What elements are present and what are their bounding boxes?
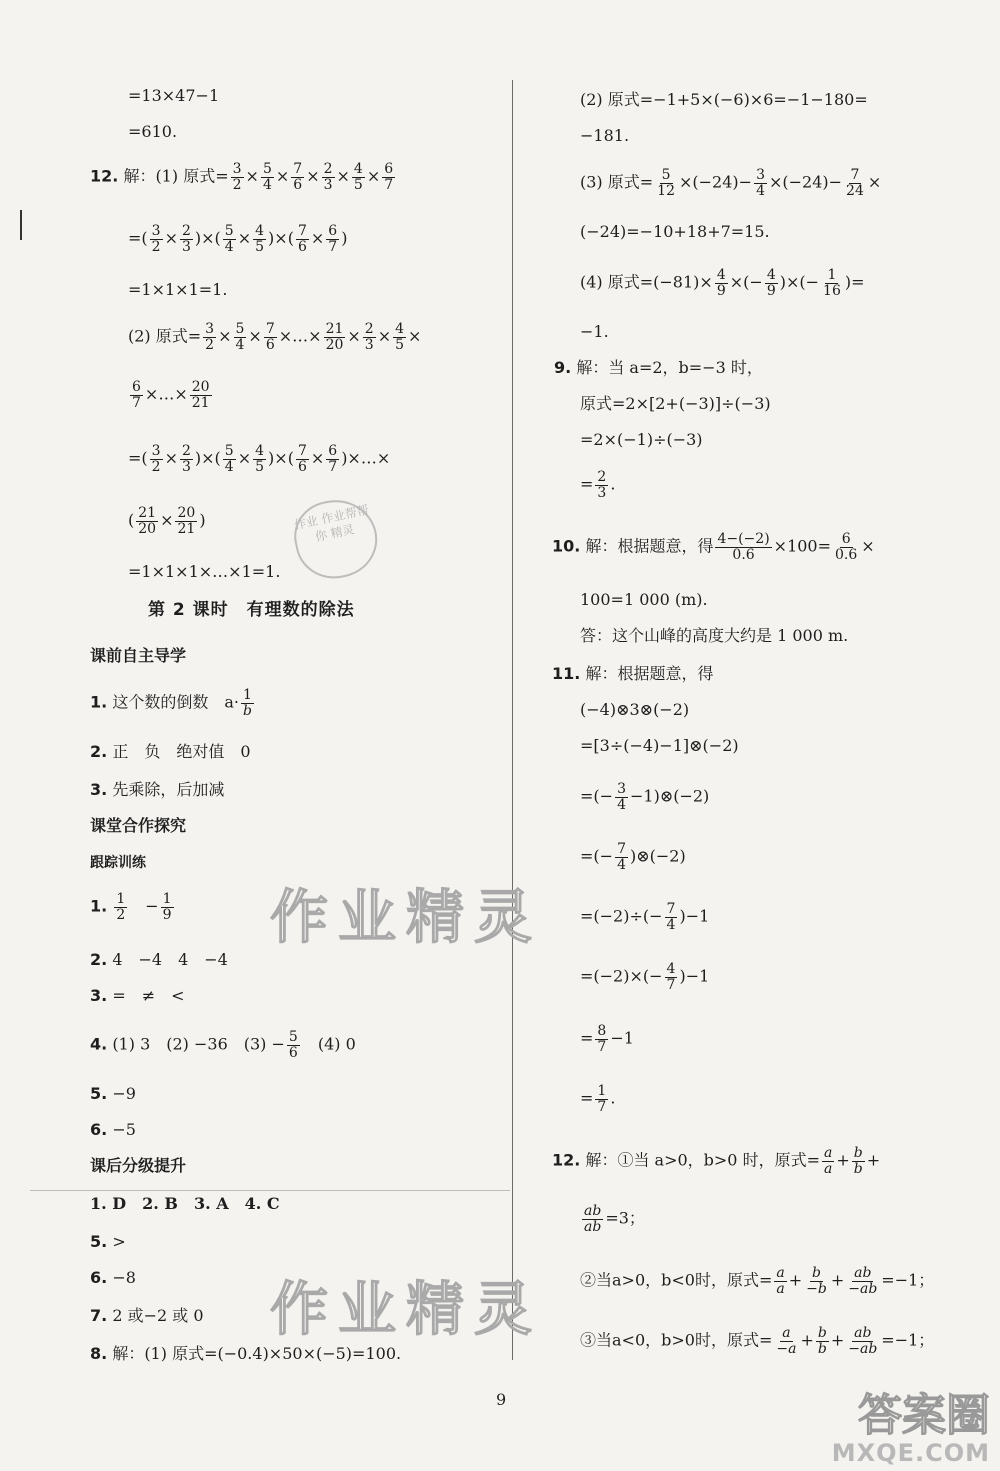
answer-text: > [112, 1232, 126, 1251]
fraction: $\frac{7}{6}$ [297, 223, 307, 255]
fraction: $\frac{2}{3}$ [364, 321, 374, 353]
expr-text: =−1； [881, 1270, 935, 1290]
expr-text: =(−2)÷(− [580, 906, 663, 926]
problem-number: 10. [552, 536, 581, 556]
fraction: $\frac{ab}{-ab}$ [848, 1325, 878, 1357]
problem-number: 11. [552, 664, 581, 683]
fraction: $\frac{2}{3}$ [323, 161, 333, 193]
answer-text: 先乘除，后加减 [112, 780, 225, 799]
calc-line [580, 962, 709, 992]
fraction: $\frac{4}{9}$ [716, 267, 726, 299]
answer-2 [90, 744, 251, 760]
problem-10 [552, 532, 875, 562]
watermark-site-logo [780, 1392, 990, 1467]
fraction: $\frac{7}{6}$ [265, 321, 275, 353]
column-divider [512, 80, 513, 1360]
answer-choices: 1. D 2. B 3. A 4. C [90, 1194, 280, 1213]
expr-text: ②当a>0，b<0时，原式= [580, 1270, 773, 1290]
answer-text: −8 [112, 1268, 136, 1287]
watermark-stamp: 作业 作业帮帮你 精灵 [288, 492, 384, 585]
calc-line: ③当a<0，b>0时，原式= $\frac{a}{-a}$ + $\frac{b}{b}$ + $\frac{ab}{-ab}$ =−1； [580, 1325, 935, 1357]
expr-text: )×(− [779, 272, 820, 292]
fraction: $\frac{b}{b}$ [817, 1325, 827, 1357]
fraction: $\frac{3}{2}$ [151, 443, 161, 475]
expr-text: )−1 [679, 966, 710, 986]
fraction: $\frac{1}{16}$ [823, 267, 841, 299]
problem-number: 12. [90, 166, 119, 186]
answer-5 [90, 1086, 136, 1102]
fraction: $\frac{6}{7}$ [328, 223, 338, 255]
section-heading: 课后分级提升 [90, 1156, 187, 1175]
calc-line: ②当a>0，b<0时，原式= $\frac{a}{a}$ + $\frac{b}{-b}$ + $\frac{ab}{-ab}$ =−1； [580, 1265, 935, 1297]
fraction: $\frac{a}{a}$ [776, 1265, 785, 1297]
answer-statement: 答：这个山峰的高度大约是 1 000 m. [580, 626, 849, 645]
answer-text: 正 负 绝对值 0 [112, 742, 251, 761]
fraction: $\frac{3}{4}$ [756, 167, 765, 199]
fraction: $\frac{1}{2}$ [116, 891, 126, 923]
problem-number: 2. [90, 742, 108, 761]
fraction: $\frac{6}{0.6}$ [835, 531, 858, 563]
answer-text: 2 或−2 或 0 [112, 1306, 204, 1325]
fraction: $\frac{5}{4}$ [224, 443, 234, 475]
watermark-site-url: MXQE.COM [831, 1439, 990, 1468]
problem-12: 12. 解：(1) 原式= $\frac{3}{2}$ × $\frac{5}{4}$ × $\frac{7}{6}$ × $\frac{2}{3}$ × $\frac{4}{5}$ × $\frac{6}{7}$ [90, 161, 394, 193]
fraction: $\frac{1}{7}$ [597, 1083, 607, 1115]
problem-number: 3. [90, 986, 108, 1005]
fraction: $\frac{6}{7}$ [384, 161, 394, 193]
fraction: $\frac{7}{4}$ [666, 901, 676, 933]
fraction: $\frac{4}{7}$ [666, 961, 676, 993]
calc-line [580, 1024, 634, 1054]
answer-text: −5 [112, 1120, 136, 1139]
fraction: $\frac{5}{6}$ [288, 1029, 298, 1061]
expr-text: =(− [580, 786, 614, 806]
answer-1 [90, 688, 256, 718]
expr-text: = [580, 1088, 594, 1108]
expr-text: −1 [610, 1028, 634, 1048]
fraction: $\frac{7}{4}$ [617, 841, 626, 873]
problem-number: 5. [90, 1084, 108, 1103]
problem-number: 4. [90, 1034, 108, 1054]
fraction: $\frac{5}{12}$ [657, 167, 675, 199]
margin-mark [20, 210, 22, 240]
problem-number: 9. [554, 358, 572, 377]
expr-text: (4) 原式=(−81)× [580, 272, 713, 292]
fraction: $\frac{b}{b}$ [853, 1145, 863, 1177]
calc-line: ( $\frac{21}{20}$ × $\frac{20}{21}$ ) [128, 505, 206, 537]
fraction: $\frac{21}{20}$ [325, 321, 344, 353]
expr-text: =(− [580, 846, 614, 866]
problem-number: 8. [90, 1344, 108, 1363]
expr-text: =−1； [881, 1330, 935, 1350]
answer-text: 解：①当 a>0，b>0 时，原式= [585, 1150, 820, 1170]
calc-line [580, 268, 865, 298]
calc-line: =610. [128, 122, 178, 141]
calc-line: =( $\frac{3}{2}$ × $\frac{2}{3}$ )×( $\frac{5}{4}$ × $\frac{4}{5}$ )×( $\frac{7}{6}$ × $\frac{6}{7}$ )×…× [128, 443, 391, 475]
expr-text: = [580, 1028, 594, 1048]
section-heading: 课堂合作探究 [90, 816, 187, 835]
fraction: $\frac{7}{6}$ [293, 161, 303, 193]
calc-line: =[3÷(−4)−1]⊗(−2) [580, 736, 739, 755]
calc-line: (2) 原式= $\frac{3}{2}$ × $\frac{5}{4}$ × $\frac{7}{6}$ ×…× $\frac{21}{20}$ × $\frac{2}{3}$ × $\frac{4}{5}$ × [128, 321, 422, 353]
fraction: $\frac{4}{9}$ [766, 267, 776, 299]
fraction: $\frac{4-(-2)}{0.6}$ [717, 531, 770, 563]
fraction: $\frac{3}{2}$ [232, 161, 242, 193]
fraction: $\frac{1}{b}$ [242, 687, 252, 719]
horizontal-rule [30, 1190, 510, 1191]
answer-7 [90, 1308, 204, 1324]
calc-line [580, 168, 881, 198]
answer-1 [90, 892, 176, 922]
answer-5 [90, 1234, 126, 1250]
expr-text: = [580, 474, 594, 494]
fraction: $\frac{5}{4}$ [235, 321, 245, 353]
sub-heading: 跟踪训练 [90, 855, 146, 871]
fraction: $\frac{7}{24}$ [846, 167, 864, 199]
answer-text: (4) 0 [301, 1034, 356, 1054]
calc-line [580, 1204, 645, 1234]
calc-line [580, 782, 709, 812]
answer-text: (1) 3 (2) −36 (3) − [112, 1034, 285, 1054]
fraction: $\frac{4}{5}$ [255, 443, 265, 475]
calc-line: −181. [580, 126, 630, 145]
problem-number: 12. [552, 1150, 581, 1170]
expr-text: ×100= [773, 536, 832, 556]
answer-6 [90, 1122, 136, 1138]
problem-number: 5. [90, 1232, 108, 1251]
fraction: $\frac{20}{21}$ [191, 379, 210, 411]
fraction: $\frac{6}{7}$ [328, 443, 338, 475]
problem-number: 1. [90, 896, 108, 916]
problem-11 [552, 666, 713, 682]
watermark-text: 作业精灵 [270, 883, 543, 951]
calc-line: =13×47−1 [128, 86, 220, 105]
answer-text: 解：当 a=2，b=−3 时， [576, 358, 763, 377]
calc-line: =1×1×1×…×1=1. [128, 562, 281, 581]
expr-text: ③当a<0，b>0时，原式= [580, 1330, 773, 1350]
expr-text: =3； [605, 1208, 645, 1228]
fraction: $\frac{ab}{-ab}$ [848, 1265, 878, 1297]
answer-4 [90, 1030, 356, 1060]
problem-9 [554, 360, 763, 376]
fraction: $\frac{6}{7}$ [132, 379, 141, 411]
calc-line: (−24)=−10+18+7=15. [580, 222, 770, 241]
answer-3 [90, 988, 185, 1004]
fraction: $\frac{a}{-a}$ [776, 1325, 797, 1357]
fraction: $\frac{4}{5}$ [255, 223, 265, 255]
expr-text: ×(−24)− [768, 172, 843, 192]
fraction: $\frac{3}{4}$ [617, 781, 626, 813]
fraction: $\frac{5}{4}$ [262, 161, 272, 193]
fraction: $\frac{8}{7}$ [597, 1023, 607, 1055]
answer-text: − [145, 896, 159, 916]
calc-line: (2) 原式=−1+5×(−6)×6=−1−180= [580, 90, 868, 109]
problem-number: 6. [90, 1268, 108, 1287]
page-number: 9 [496, 1390, 507, 1409]
answer-text: −9 [112, 1084, 136, 1103]
calc-line: =2×(−1)÷(−3) [580, 430, 703, 449]
expr-text: (2) 原式= [128, 326, 202, 346]
expr-text: −1)⊗(−2) [629, 786, 710, 806]
answer-2 [90, 952, 228, 968]
calc-line: (−4)⊗3⊗(−2) [580, 700, 690, 719]
answer-text: 解：根据题意，得 [585, 536, 714, 556]
fraction: $\frac{1}{9}$ [162, 891, 172, 923]
fraction: $\frac{20}{21}$ [177, 505, 196, 537]
problem-number: 2. [90, 950, 108, 969]
calc-line [580, 902, 709, 932]
problem-number: 7. [90, 1306, 108, 1325]
expr-text: )−1 [679, 906, 710, 926]
answer-text: = ≠ < [112, 986, 185, 1005]
answer-3 [90, 782, 224, 798]
calc-line: = $\frac{1}{7}$ . [580, 1083, 616, 1115]
expr-text: × [861, 536, 875, 556]
expr-text: (3) 原式= [580, 172, 654, 192]
calc-line: 原式=2×[2+(−3)]÷(−3) [580, 394, 771, 413]
problem-number: 1. [90, 692, 108, 712]
section-heading: 课前自主导学 [90, 646, 187, 665]
answer-text: 4 −4 4 −4 [112, 950, 228, 969]
problem-number: 3. [90, 780, 108, 799]
fraction: $\frac{b}{-b}$ [806, 1265, 827, 1297]
fraction: $\frac{4}{5}$ [395, 321, 405, 353]
calc-line: = $\frac{2}{3}$ . [580, 469, 616, 501]
lesson-title: 第 2 课时 有理数的除法 [148, 600, 355, 620]
fraction: $\frac{5}{4}$ [224, 223, 234, 255]
calc-line: =1×1×1=1. [128, 280, 228, 299]
watermark-site-name: 答案圈 [858, 1390, 990, 1441]
fraction: $\frac{3}{2}$ [151, 223, 161, 255]
fraction: $\frac{a}{a}$ [823, 1145, 833, 1177]
calc-line [580, 842, 686, 872]
calc-line: 100=1 000 (m). [580, 590, 708, 609]
problem-number: 6. [90, 1120, 108, 1139]
expr-text: )= [844, 272, 865, 292]
fraction: $\frac{21}{20}$ [138, 505, 157, 537]
watermark-text: 作业精灵 [270, 1275, 543, 1343]
expr-text: )⊗(−2) [629, 846, 686, 866]
fraction: $\frac{3}{2}$ [205, 321, 215, 353]
problem-12: 12. 解：①当 a>0，b>0 时，原式= $\frac{a}{a}$ + $\frac{b}{b}$ + [552, 1145, 881, 1177]
answer-text: 解：根据题意，得 [585, 664, 714, 683]
calc-line: $\frac{6}{7}$ ×…× $\frac{20}{21}$ [132, 379, 210, 411]
answer-8 [90, 1346, 401, 1362]
fraction: $\frac{7}{6}$ [297, 443, 307, 475]
expr-text: ×(− [729, 272, 763, 292]
expr-text: ×(−24)− [679, 172, 753, 192]
fraction: $\frac{ab}{ab}$ [584, 1203, 602, 1235]
answer-text: 这个数的倒数 a· [112, 692, 239, 712]
fraction: $\frac{2}{3}$ [181, 223, 191, 255]
fraction: $\frac{2}{3}$ [597, 469, 607, 501]
expr-text: × [867, 172, 882, 192]
calc-line: =( $\frac{3}{2}$ × $\frac{2}{3}$ )×( $\frac{5}{4}$ × $\frac{4}{5}$ )×( $\frac{7}{6}$ × $\frac{6}{7}$ ) [128, 223, 348, 255]
calc-line: −1. [580, 322, 609, 341]
fraction: $\frac{4}{5}$ [353, 161, 363, 193]
answer-6 [90, 1270, 136, 1286]
fraction: $\frac{2}{3}$ [181, 443, 191, 475]
expr-text: 解：(1) 原式= [123, 166, 229, 186]
expr-text: =(−2)×(− [580, 966, 663, 986]
answer-text: 解：(1) 原式=(−0.4)×50×(−5)=100. [112, 1344, 402, 1363]
